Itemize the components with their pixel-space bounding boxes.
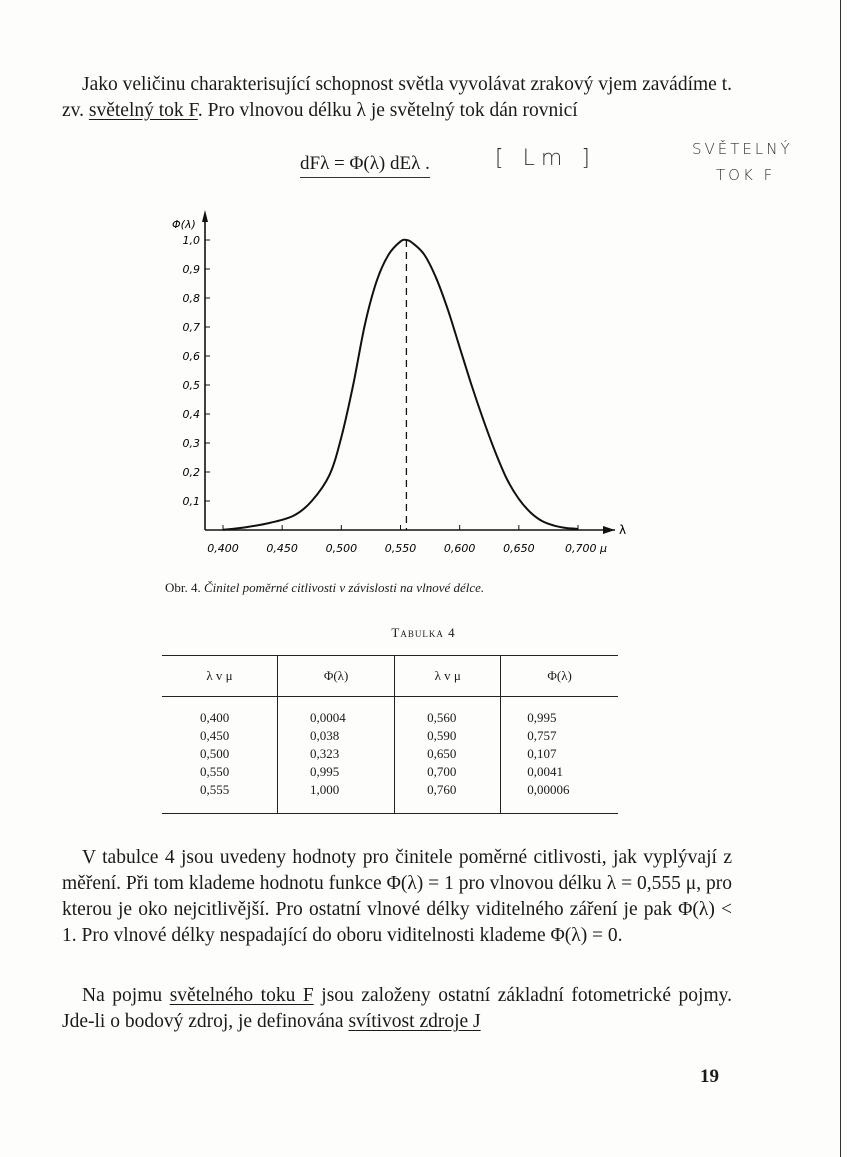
handwritten-unit: [ Lm ] [495,146,596,171]
table-cell: 0,555 [200,782,230,797]
table-cell: 0,323 [309,746,340,761]
table-cell: 0,400 [200,710,230,725]
intro-text-2: . Pro vlnovou délku λ je světelný tok dán rovnicí [197,100,578,121]
column-phi-1 [277,697,394,814]
intro-text-1: Jako veličinu charakterisující schopnost světla vyvolávat zrakový vjem zavádíme t. zv. [62,74,732,121]
caption-text: Činitel poměrné citlivosti v závislosti na vlnové délce. [204,580,485,595]
paragraph-sensitivity-text: V tabulce 4 jsou uvedeny hodnoty pro činitele poměrné citlivosti, jak vyplývají z měření. Při tom klademe hodnotu funkce Φ(λ) = 1 pro vlnovou délku λ = 0,555 μ, pro kterou je oko nejcitlivější. Pro ostatní vlnové délky viditelného záření je pak Φ(λ) < 1. Pro vlnové délky nespadající do oboru viditelnosti klademe Φ(λ) = 0. [62,847,732,946]
column-wavelength-1 [162,697,277,814]
figure-caption [165,580,484,596]
table-cell: 0,560 [427,710,457,725]
paragraph-photometry-term-1: světelného toku F [169,985,314,1006]
x-tick-label: 0,400 [207,542,239,555]
y-tick-label: 1,0 [182,234,200,247]
paragraph-photometry-text-1: Na pojmu [82,985,163,1006]
table-cell: 0,038 [309,728,340,743]
y-axis-label: Φ(λ) [172,218,196,231]
table-cell: 0,0041 [527,764,564,779]
header-wavelength-1: λ v μ [162,656,277,697]
y-tick-label: 0,6 [182,350,200,363]
page-number: 19 [700,1066,719,1087]
x-tick-label: 0,450 [266,542,298,555]
header-phi-2: Φ(λ) [501,656,618,697]
caption-prefix: Obr. 4. [165,580,201,595]
table-title: Tabulka 4 [391,625,456,640]
intro-paragraph [62,72,732,124]
y-tick-label: 0,1 [182,495,200,508]
paragraph-photometry [62,983,732,1035]
table-cell: 0,450 [200,728,230,743]
table-cell: 0,590 [427,728,457,743]
y-tick-label: 0,9 [182,263,200,276]
y-tick-label: 0,7 [182,321,200,334]
column-wavelength-2 [395,697,501,814]
paragraph-sensitivity [62,845,732,949]
table-header-row [162,656,618,697]
x-tick-label: 0,550 [384,542,417,555]
flux-equation: dFλ = Φ(λ) dEλ . [300,153,430,178]
y-tick-label: 0,2 [182,466,200,479]
table-cell: 0,00006 [527,782,570,797]
header-wavelength-2: λ v μ [395,656,501,697]
table-cell: 0,650 [427,746,457,761]
handwritten-note-line1: SVĚTELNÝ [692,140,793,158]
table-cell: 0,757 [527,728,557,743]
x-axis-arrow [603,526,615,534]
table-cell: 0,700 [427,764,457,779]
table-cell: 0,550 [200,764,230,779]
sensitivity-chart [160,195,630,565]
x-tick-label: 0,650 [503,542,535,555]
x-tick-label: 0,700 μ [565,542,607,555]
paragraph-photometry-text-2: jsou založeny ostatní základní fotometrické pojmy. Jde-li o bodový zdroj, je definována [62,985,733,1032]
y-axis-arrow [202,210,208,222]
handwritten-note-line2: TOK F [716,166,776,184]
table-cell: 0,760 [427,782,457,797]
sensitivity-table [162,655,618,814]
table-cell: 1,000 [309,782,340,797]
paragraph-photometry-term-2: svítivost zdroje J [348,1011,481,1032]
table-row [162,697,618,814]
y-tick-label: 0,5 [182,379,200,392]
table-cell: 0,995 [309,764,340,779]
table-cell: 0,500 [200,746,230,761]
x-axis-label: λ [619,523,627,537]
table-cell: 0,0004 [309,710,346,725]
column-phi-2 [501,697,618,814]
x-tick-label: 0,500 [325,542,358,555]
x-tick-label: 0,600 [443,542,476,555]
intro-term-luminous-flux: světelný tok F [88,100,198,121]
y-tick-label: 0,8 [182,292,200,305]
table-cell: 0,107 [527,746,557,761]
y-tick-label: 0,4 [182,408,200,421]
table-cell: 0,995 [527,710,557,725]
header-phi-1: Φ(λ) [277,656,394,697]
sensitivity-curve [223,240,578,530]
y-tick-label: 0,3 [182,437,200,450]
page-edge-line [840,0,841,1157]
